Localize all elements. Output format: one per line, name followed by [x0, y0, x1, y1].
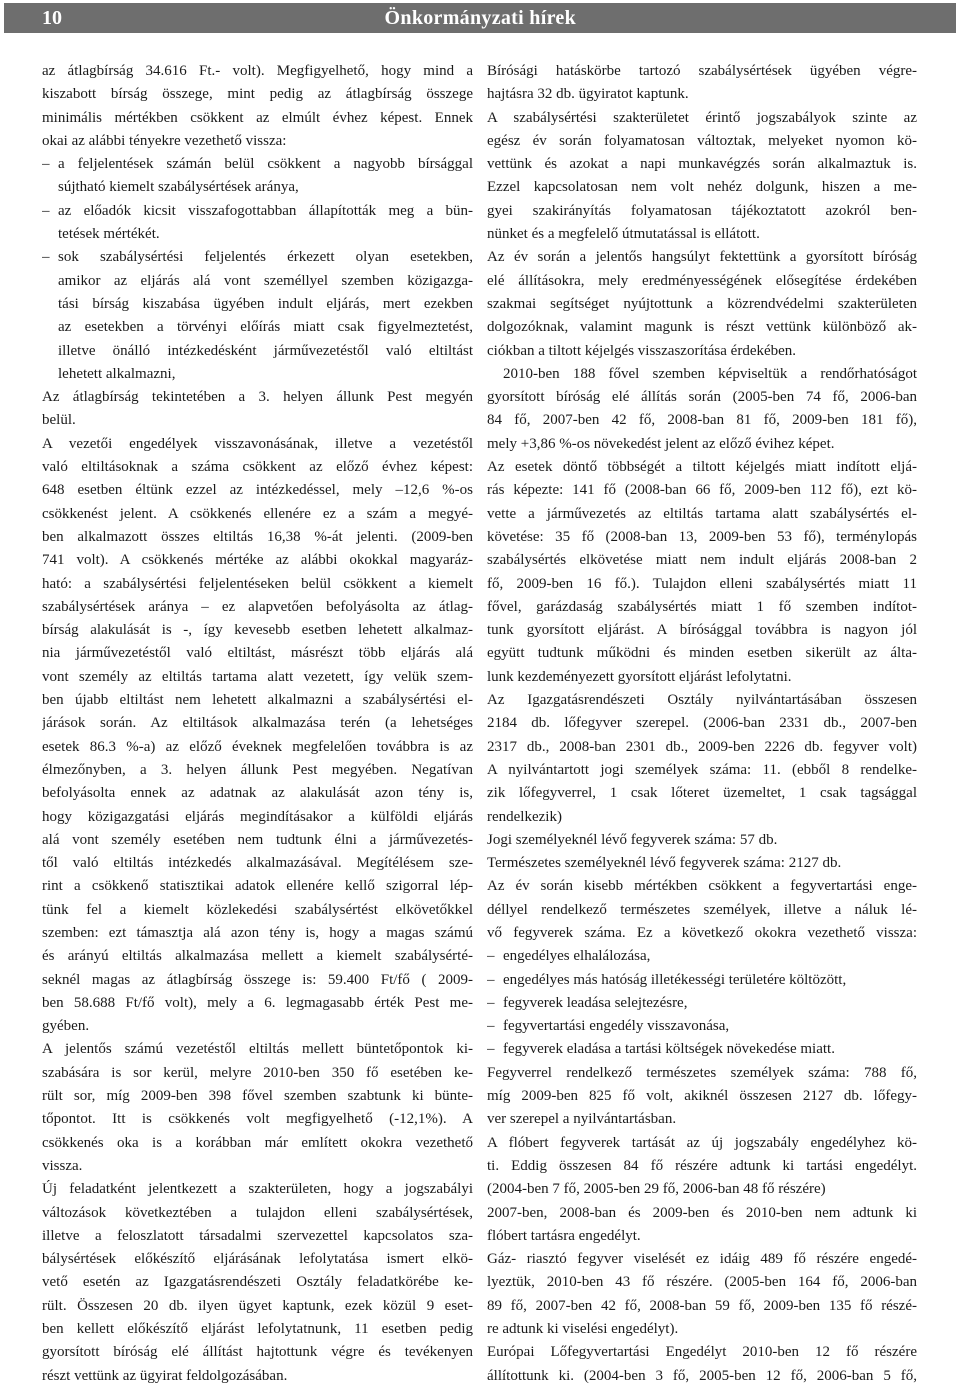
- text-line: zik lőfegyverrel, 1 csak lőteret üzemeltet, 1 csak tagsággal: [487, 785, 917, 802]
- text-line: – fegyverek leadása selejtezésre,: [487, 992, 917, 1015]
- text-line: befolyásolta ennek az adatnak az alakulását azon tény is,: [42, 785, 473, 802]
- text-line: Fegyverrel rendelkező természetes személyek száma: 788 fő,: [487, 1064, 917, 1081]
- text-line: – az előadók kicsit visszafogottabban állapították meg a bün-: [42, 200, 473, 223]
- text-line: fő, 2009-ben 16 fő.). Tulajdon elleni szabálysértés miatt 11: [487, 575, 917, 592]
- text-line: bálysértések előkészítő eljárásának lefolytatása ismert elkö-: [42, 1251, 473, 1268]
- text-line: tetések mértékét.: [58, 226, 160, 243]
- text-line: nia járművezetéstől való eltiltást, másrészt több eljárás alá: [42, 645, 473, 662]
- text-line: – fegyvertartási engedély visszavonása,: [487, 1015, 917, 1038]
- page-number: 10: [42, 7, 62, 29]
- text-line: Természetes személyeknél lévő fegyverek száma: 2127 db.: [487, 855, 842, 872]
- text-line: elé állításokra, mely eredményességének elősegítése érdekében: [487, 272, 917, 289]
- text-line: míg 2009-ben 825 fő volt, akiknél összesen 2127 db. lőfegy-: [487, 1088, 917, 1105]
- text-line: alá vont személy esetében nem tudtunk élni a járművezetés-: [42, 831, 473, 848]
- text-line: Bírósági hatáskörbe tartozó szabálysértések ügyében végre-: [487, 63, 917, 79]
- text-line: együtt tudtunk működni és minden esetben sikerült az álta-: [487, 645, 917, 662]
- text-line: hogy közigazgatási eljárás megindításakor a külföldi eljárás: [42, 808, 473, 825]
- text-line: állítottunk ki. (2004-ben 3 fő, 2005-ben 12 fő, 2006-ban 5 fő,: [487, 1367, 917, 1384]
- text-line: – engedélyes más hatóság illetékességi területére költözött,: [487, 969, 917, 992]
- text-line: tási bírság kiszabása ügyében indult eljárás, mert ezekben: [58, 295, 473, 312]
- text-line: 2184 db. lőfegyver szerepel. (2006-ban 2331 db., 2007-ben: [487, 715, 917, 732]
- text-line: flóbert tartásra engedélyt.: [487, 1227, 641, 1244]
- text-line: gyorsított bíróság elé állítást hajtottunk végre és tevékenyen: [42, 1344, 473, 1361]
- text-line: való eltiltásoknak a száma csökkent az előző évhez képest:: [42, 459, 473, 476]
- text-line: tőpontot. Itt is csökkenés volt megfigyelhető (-12,1%). A: [42, 1111, 473, 1128]
- text-line: tunk gyorsított eljárást. A bírósággal továbbra is nagyon jól: [487, 622, 917, 639]
- text-line: egész év során folyamatosan változtak, melyeket nyomon kö-: [487, 132, 917, 149]
- text-line: dolgozóknak, valamint magunk is részt vettünk különböző ak-: [487, 319, 917, 336]
- text-line: vő fegyverek száma. Ez a következő okokra vezethető vissza:: [487, 924, 917, 941]
- text-line: rás képezte: 141 fő (2008-ban 66 fő, 2009-ben 112 fő), ezt kö-: [487, 482, 917, 499]
- text-line: ti. Eddig összesen 84 fő részére adtunk ki tartási engedélyt.: [487, 1157, 917, 1174]
- text-line: A flóbert fegyverek tartását az új jogszabály engedélyhez kö-: [487, 1134, 917, 1151]
- text-line: belül.: [42, 412, 76, 429]
- text-line: ciókban a tiltott kéjelgés visszaszorítása érdekében.: [487, 342, 797, 359]
- text-line: gyei szakirányítás folyamatosan tájékoztatott azokról ben-: [487, 202, 917, 219]
- text-line: vette a járművezetés az eltiltás tartama alatt szabálysértés el-: [487, 505, 917, 522]
- text-line: ver szerepel a nyilvántartásban.: [487, 1111, 677, 1128]
- text-line: kiszabott bírság összege, mint pedig az átlagbírság összege: [42, 86, 473, 103]
- text-line: Az átlagbírság tekintetében a 3. helyen állunk Pest megyén: [42, 389, 473, 406]
- text-line: 84 fő, 2007-ben 42 fő, 2008-ban 81 fő, 2009-ben 181 fő),: [487, 412, 917, 429]
- text-line: követése: 35 fő (2008-ban 13, 2009-ben 53 fő), terménylopás: [487, 528, 917, 545]
- text-line: gyorsított bíróság elé állítás során (2005-ben 74 fő, 2006-ban: [487, 389, 917, 406]
- text-line: bírság alakulását is -, így kevesebb esetben lehetett alkalmaz-: [42, 622, 473, 639]
- text-line: vissza.: [42, 1157, 83, 1174]
- text-line: fővel, garázdaság szabálysértés miatt 1 fő szemben indítot-: [487, 598, 917, 615]
- text-line: élmezőnyben, a 3. helyen állunk Pest megyében. Negatívan: [42, 761, 473, 778]
- text-line: az átlagbírság 34.616 Ft.- volt). Megfigyelhető, hogy mind a: [42, 63, 473, 79]
- text-line: rint a csökkenő statisztikai adatok ellenére kellő szigorral lép-: [42, 878, 473, 895]
- text-line: A szabálysértési szakterületet érintő jogszabályok szinte az: [487, 109, 917, 126]
- text-line: déllyel rendelkező természetes személyek, illetve a náluk lé-: [487, 901, 917, 918]
- text-line: amikor az eljárás alá vont személlyel szemben közigazga-: [58, 272, 473, 289]
- text-line: vető esetén az Igazgatásrendészeti Osztály feladatkörébe ke-: [42, 1274, 473, 1291]
- text-line: 2010-ben 188 fővel szemben képviseltük a rendőrhatóságot: [503, 365, 917, 382]
- text-line: Az év során a jelentős hangsúlyt fektettünk a gyorsított bíróság: [487, 249, 917, 266]
- text-line: A vezetői engedélyek visszavonásának, illetve a vezetéstől: [42, 435, 473, 452]
- text-line: ben újabb eltiltást nem lehetett alkalmazni a szabálysértési el-: [42, 692, 473, 709]
- text-line: lunk kezdeményezett gyorsított eljárást lefolytatni.: [487, 668, 792, 685]
- text-line: ben kellett előkészítő eljárást lefolytatnunk, 11 esetben pedig: [42, 1321, 473, 1338]
- text-line: rült sor, míg 2009-ben 398 fővel szemben szabtunk ki büntе-: [42, 1088, 473, 1105]
- text-line: illetve a feloszlatott társadalmi szervezettel kapcsolatos sza-: [42, 1227, 473, 1244]
- text-line: – engedélyes elhalálozása,: [487, 945, 917, 968]
- text-line: vont személy az eltiltás tartama alatt vezetett, így velük szem-: [42, 668, 473, 685]
- text-line: lyeztük, 2010-ben 43 fő részére. (2005-ben 164 fő, 2006-ban: [487, 1274, 917, 1291]
- text-line: az esetekben a törvényi előírás miatt csak figyelmeztetést,: [58, 319, 473, 336]
- text-line: rendelkezik): [487, 808, 562, 825]
- text-line: Az Igazgatásrendészeti Osztály nyilvántartásában összesen: [487, 692, 917, 709]
- left-column: [42, 60, 473, 1388]
- text-line: esetek 86.3 %-a) az előző éveknek megfelelően továbbra is az: [42, 738, 473, 755]
- page-header: [4, 3, 956, 33]
- text-line: sújtható kiemelt szabálysértések aránya,: [58, 179, 299, 196]
- text-line: ható: a szabálysértési feljelentéseken belül csökkent a kiemelt: [42, 575, 473, 592]
- text-line: szemben: ezt támasztja alá azon tény is, hogy a magas számú: [42, 924, 473, 941]
- text-line: szabására is sor kerül, melyre 2010-ben 350 fő esetében ke-: [42, 1064, 473, 1081]
- text-line: (2004-ben 7 fő, 2005-ben 29 fő, 2006-ban 48 fő részére): [487, 1181, 826, 1198]
- right-column: [487, 60, 917, 1388]
- text-line: Gáz- riasztó fegyver viselését ez idáig 489 fő részére engedé-: [487, 1251, 917, 1268]
- text-line: A jelentős számú vezetéstől eltiltás mellett büntetőpontok ki-: [42, 1041, 473, 1058]
- text-line: Európai Lőfegyvertartási Engedélyt 2010-ben 12 fő részére: [487, 1344, 917, 1361]
- text-line: – fegyverek eladása a tartási költségek növekedése miatt.: [487, 1038, 917, 1061]
- text-line: lehetett alkalmazni,: [58, 365, 176, 382]
- text-line: től való eltiltás intézkedés alkalmazásával. Megítélésem sze-: [42, 855, 473, 872]
- text-line: – sok szabálysértési feljelentés érkezett olyan esetekben,: [42, 246, 473, 269]
- text-line: ben 58.688 Ft/fő volt), mely a 6. legmagasabb érték Pest me-: [42, 994, 473, 1011]
- text-line: minimális mértékben csökkent az elmúlt évhez képest. Ennek: [42, 109, 473, 126]
- text-line: 2317 db., 2008-ban 2301 db., 2009-ben 2226 db. fegyver volt): [487, 738, 917, 755]
- text-line: változások következtében a tulajdon elleni szabálysértések,: [42, 1204, 473, 1221]
- text-line: vettünk és azokat a napi munkavégzés során alkalmaztuk is.: [487, 156, 917, 173]
- publication-title: Önkormányzati hírek: [384, 7, 576, 29]
- text-line: Az év során kisebb mértékben csökkent a fegyvertartási enge-: [487, 878, 917, 895]
- text-line: re adtunk ki viselési engedélyt).: [487, 1321, 679, 1338]
- text-line: seknél magas az átlagbírság összege is: 59.400 Ft/fő ( 2009-: [42, 971, 473, 988]
- text-line: Ezzel kapcsolatosan nem volt nehéz dolgunk, hiszen a me-: [487, 179, 917, 196]
- text-line: mely +3,86 %-os növekedést jelent az előző évihez képet.: [487, 435, 835, 452]
- text-line: Új feladatként jelentkezett a szakterületen, hogy a jogszabályi: [42, 1181, 473, 1198]
- text-line: hajtásra 32 db. ügyiratot kaptunk.: [487, 86, 689, 103]
- text-line: 648 esetben éltünk ezzel az intézkedéssel, mely –12,6 %-os: [42, 482, 473, 499]
- text-line: okai az alábbi tényekre vezethető vissza:: [42, 132, 287, 149]
- text-line: 89 fő, 2007-ben 42 fő, 2008-ban 59 fő, 2009-ben 135 fő részé-: [487, 1297, 917, 1314]
- text-line: járások során. Az eltiltások alkalmazása terén (a lehetséges: [42, 715, 473, 732]
- text-line: Jogi személyeknél lévő fegyverek száma: 57 db.: [487, 831, 778, 848]
- text-line: szabálysértések aránya – ez alapvetően befolyásolta az átlag-: [42, 598, 473, 615]
- text-line: – a feljelentések számán belül csökkent a nagyobb bírsággal: [42, 153, 473, 176]
- text-line: és arányú eltiltás alkalmazása mellett a kiemelt szabálysérté-: [42, 948, 473, 965]
- text-line: nünket és a megfelelő útmutatással is ellátott.: [487, 226, 760, 243]
- text-line: 2007-ben, 2008-ban és 2009-ben és 2010-ben nem adtunk ki: [487, 1204, 917, 1221]
- text-line: rült. Összesen 20 db. ilyen ügyet kaptunk, ezek közül 9 eset-: [42, 1297, 473, 1314]
- text-line: csökkenést jelent. A csökkenés ellenére ez a szám a megyé-: [42, 505, 473, 522]
- text-line: tünk fel a kiemelt közlekedési szabálysértést elkövetőkkel: [42, 901, 473, 918]
- text-line: szakmai segítséget nyújtottunk a közrendvédelmi szakterületen: [487, 295, 917, 312]
- text-line: Az esetek döntő többségét a tiltott kéjelgés miatt indított eljá-: [487, 459, 917, 476]
- text-line: részt vettünk az ügyirat feldolgozásában.: [42, 1367, 288, 1384]
- text-line: szabálysértés elkövetése miatt nem indult eljárás 2008-ban 2: [487, 552, 917, 569]
- text-line: gyében.: [42, 1018, 90, 1035]
- text-line: ben alkalmazott összes eltiltás 16,38 %-át jelenti. (2009-ben: [42, 528, 473, 545]
- text-line: A nyilvántartott jogi személyek száma: 11. (ebből 8 rendelke-: [487, 761, 917, 778]
- text-line: csökkenés oka is a korábban már említett okokra vezethető: [42, 1134, 473, 1151]
- text-line: 741 volt). A csökkenés mértéke az alábbi okokkal magyaráz-: [42, 552, 473, 569]
- text-line: illetve önálló intézkedésként járművezetéstől való eltiltást: [58, 342, 473, 359]
